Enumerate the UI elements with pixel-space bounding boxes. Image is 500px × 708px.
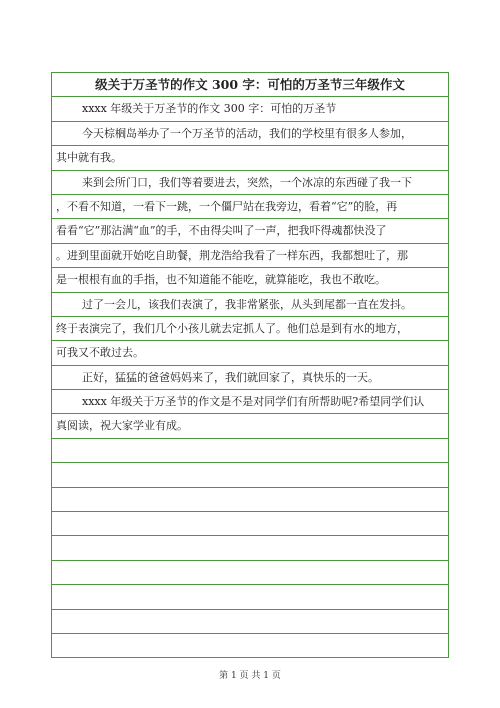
- text-line: 真阅读，祝大家学业有成。: [52, 414, 448, 438]
- text-line: 是一根根有血的手指，也不知道能不能吃，就算能吃，我也不敢吃。: [52, 268, 448, 292]
- text-line: 终于表演完了，我们几个小孩儿就去定抓人了。他们总是到有水的地方，: [52, 317, 448, 341]
- empty-line: [52, 585, 448, 609]
- empty-line: [52, 634, 448, 658]
- text-line: xxxx 年级关于万圣节的作文是不是对同学们有所帮助呢?希望同学们认: [52, 390, 448, 414]
- document-title: 级关于万圣节的作文 300 字：可怕的万圣节三年级作文: [52, 73, 448, 97]
- empty-line: [52, 488, 448, 512]
- text-line: 过了一会儿，该我们表演了，我非常紧张，从头到尾都一直在发抖。: [52, 293, 448, 317]
- text-line: xxxx 年级关于万圣节的作文 300 字：可怕的万圣节: [52, 97, 448, 121]
- page-footer: 第 1 页 共 1 页: [219, 671, 281, 681]
- empty-line: [52, 439, 448, 463]
- text-line: 。进到里面就开始吃自助餐，荆龙浩给我看了一样东西，我都想吐了，那: [52, 244, 448, 268]
- empty-line: [52, 463, 448, 487]
- text-line: 今天棕榈岛举办了一个万圣节的活动，我们的学校里有很多人参加，: [52, 122, 448, 146]
- text-line: 其中就有我。: [52, 146, 448, 170]
- empty-line: [52, 536, 448, 560]
- empty-line: [52, 512, 448, 536]
- text-line: ，不看不知道，一看下一跳，一个僵尸站在我旁边，看着“它”的脸，再: [52, 195, 448, 219]
- empty-line: [52, 561, 448, 585]
- text-line: 可我又不敢过去。: [52, 341, 448, 365]
- composition-sheet: [51, 72, 449, 658]
- text-line: 正好，猛猛的爸爸妈妈来了，我们就回家了，真快乐的一天。: [52, 366, 448, 390]
- empty-line: [52, 610, 448, 634]
- text-line: 来到会所门口，我们等着要进去，突然，一个冰凉的东西碰了我一下: [52, 171, 448, 195]
- text-line: 看看“它”那沾满“血”的手，不由得尖叫了一声，把我吓得魂都快没了: [52, 219, 448, 243]
